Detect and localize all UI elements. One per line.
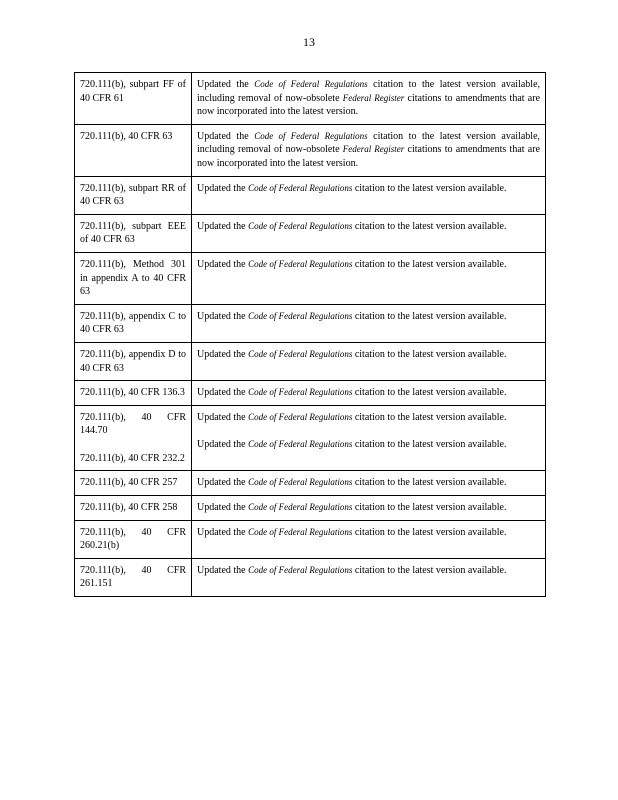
cfr-title: Code of Federal Regulations: [248, 477, 353, 488]
description-text: citation to the latest version available.: [352, 502, 507, 514]
description-cell: [192, 342, 546, 380]
section-cell: 720.111(b), subpart FF of 40 CFR 61: [75, 73, 192, 125]
cfr-title: Code of Federal Regulations: [248, 502, 353, 513]
section-cell: 720.111(b), 40 CFR 260.21(b): [75, 520, 192, 558]
description-entry: [197, 438, 540, 452]
description-text: citation to the latest version available.: [352, 310, 507, 322]
table-row: [75, 176, 546, 214]
description-text: Updated the: [197, 502, 249, 514]
description-text: Updated the: [197, 387, 249, 399]
cfr-title: Code of Federal Regulations: [248, 182, 353, 193]
description-cell: [192, 520, 546, 558]
description-text: citation to the latest version available.: [352, 477, 507, 489]
description-text: Updated the: [197, 130, 255, 142]
section-cell: 720.111(b), Method 301 in appendix A to 40 CFR 63: [75, 252, 192, 304]
amendments-table: [74, 72, 546, 597]
description-cell: [192, 496, 546, 521]
table-row: [75, 520, 546, 558]
table-row: [75, 252, 546, 304]
description-text: citation to the latest version available.: [352, 411, 507, 423]
table-row: [75, 304, 546, 342]
table-row: [75, 73, 546, 125]
description-text: Updated the: [197, 348, 249, 360]
section-cell: [75, 405, 192, 471]
section-cell: 720.111(b), 40 CFR 136.3: [75, 381, 192, 406]
cfr-title: Code of Federal Regulations: [248, 411, 353, 422]
description-cell: [192, 73, 546, 125]
table-row: [75, 214, 546, 252]
description-cell: [192, 252, 546, 304]
description-text: citations to amendments that are now incorporated into the latest version.: [197, 92, 541, 118]
section-cell: 720.111(b), appendix C to 40 CFR 63: [75, 304, 192, 342]
table-row: [75, 405, 546, 471]
entry-spacer: [80, 438, 186, 452]
description-cell: [192, 558, 546, 596]
section-cell: 720.111(b), 40 CFR 258: [75, 496, 192, 521]
description-text: citation to the latest version available.: [352, 258, 507, 270]
cfr-title: Code of Federal Regulations: [254, 130, 368, 141]
cfr-title: Code of Federal Regulations: [248, 387, 353, 398]
table-row: [75, 558, 546, 596]
description-text: citation to the latest version available.: [352, 182, 507, 194]
table-row: [75, 496, 546, 521]
description-text: Updated the: [197, 526, 249, 538]
section-entry: 720.111(b), 40 CFR 232.2: [80, 452, 185, 464]
description-text: citation to the latest version available, including removal of now-obsolete: [197, 79, 541, 104]
description-text: Updated the: [197, 220, 249, 232]
description-text: citation to the latest version available.: [352, 348, 507, 360]
description-text: citation to the latest version available.: [352, 564, 507, 576]
description-cell: [192, 124, 546, 176]
description-text: Updated the: [197, 79, 255, 90]
table-row: [75, 124, 546, 176]
description-cell: [192, 214, 546, 252]
section-cell: 720.111(b), subpart RR of 40 CFR 63: [75, 176, 192, 214]
page-number: 13: [303, 35, 315, 49]
section-cell: 720.111(b), 40 CFR 63: [75, 124, 192, 176]
description-text: Updated the: [197, 564, 249, 576]
cfr-title: Code of Federal Regulations: [248, 526, 353, 537]
description-text: citation to the latest version available.: [352, 220, 507, 232]
description-text: citation to the latest version available, including removal of now-obsolete: [197, 130, 541, 156]
section-cell: 720.111(b), subpart EEE of 40 CFR 63: [75, 214, 192, 252]
description-cell: [192, 381, 546, 406]
description-text: citations to amendments that are now incorporated into the latest version.: [197, 144, 541, 169]
description-text: Updated the: [197, 258, 249, 270]
description-cell: [192, 405, 546, 471]
cfr-title: Code of Federal Regulations: [248, 348, 353, 359]
description-cell: [192, 176, 546, 214]
table-row: [75, 342, 546, 380]
federal-register-title: Federal Register: [342, 92, 405, 103]
description-text: Updated the: [197, 182, 249, 194]
cfr-title: Code of Federal Regulations: [248, 310, 353, 321]
section-cell: 720.111(b), 40 CFR 261.151: [75, 558, 192, 596]
cfr-title: Code of Federal Regulations: [248, 220, 353, 231]
table-row: [75, 381, 546, 406]
description-cell: [192, 471, 546, 496]
description-cell: [192, 304, 546, 342]
table-row: [75, 471, 546, 496]
description-text: citation to the latest version available.: [352, 439, 507, 451]
description-text: Updated the: [197, 411, 249, 423]
description-text: Updated the: [197, 439, 249, 451]
federal-register-title: Federal Register: [342, 144, 405, 155]
description-text: citation to the latest version available.: [352, 387, 507, 399]
cfr-title: Code of Federal Regulations: [248, 439, 353, 450]
description-text: Updated the: [197, 477, 249, 489]
description-text: Updated the: [197, 310, 249, 322]
cfr-title: Code of Federal Regulations: [254, 79, 368, 89]
cfr-title: Code of Federal Regulations: [248, 258, 353, 269]
section-cell: 720.111(b), 40 CFR 257: [75, 471, 192, 496]
entry-spacer: [197, 424, 540, 438]
section-cell: 720.111(b), appendix D to 40 CFR 63: [75, 342, 192, 380]
description-entry: [197, 411, 540, 425]
description-text: citation to the latest version available.: [352, 526, 507, 538]
section-entry: 720.111(b), 40 CFR 144.70: [80, 411, 186, 437]
cfr-title: Code of Federal Regulations: [248, 564, 353, 575]
